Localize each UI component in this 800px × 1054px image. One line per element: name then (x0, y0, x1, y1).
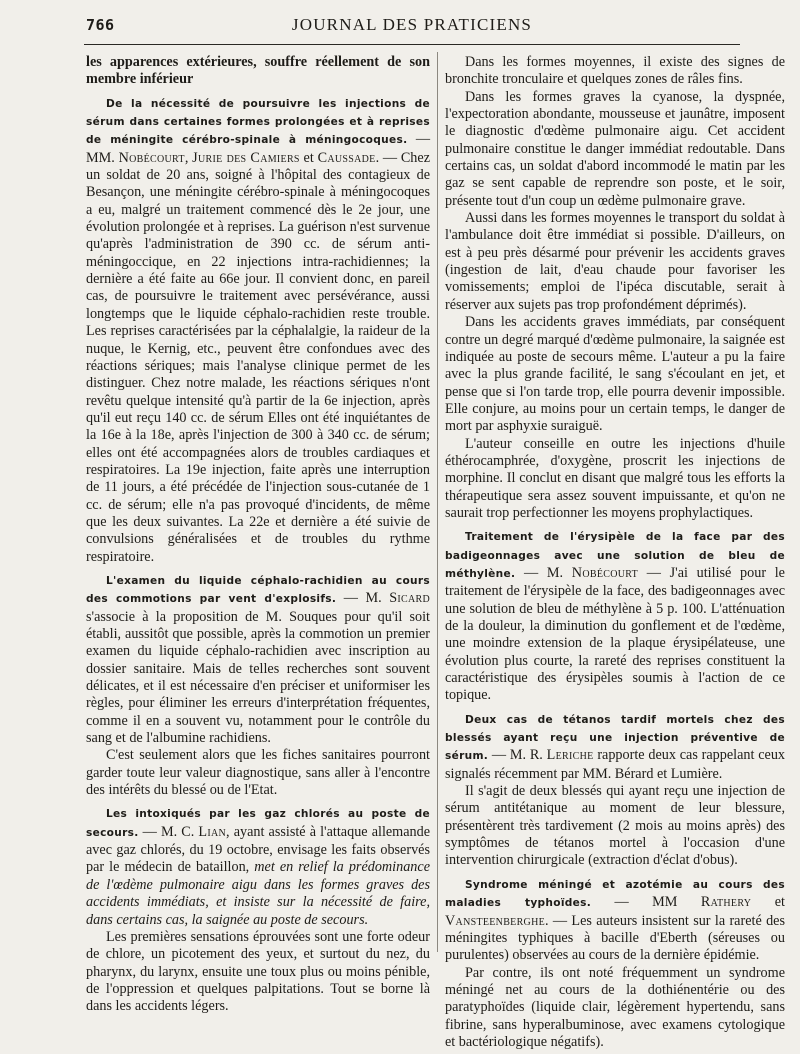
column-divider (437, 52, 438, 952)
author-name: Caussade (317, 149, 376, 166)
page-header (84, 10, 740, 45)
article-meningite: De la nécessité de poursuivre les injections de sérum dans certaines formes prolongées et à reprises de méningite cérébro-spinale à méningocoques. — MM. Nobécourt, Jurie des Camiers et Caussade. — Chez un soldat de 20 ans, soigné à l'hôpital des contagieux de Besançon, une méningite cérébro-spinale à méningocoques a eu, malgré un traitement commencé dès le 2e jour, une évolution prolongée et à reprises. La guérison n'est survenue qu'après l'administration de 390 cc. de sérum anti-méningoccique, en 22 injections intra-rachidiennes; la dernière a été faite au 66e jour. Il convient donc, en pareil cas, de poursuivre le traitement avec persévérance, aussi longtemps que le liquide céphalo-rachidien reste trouble. Les reprises caractérisées par la céphalalgie, la raideur de la nuque, le Kernig, etc., peuvent être confondues avec des réactions sériques; mais l'analyse clinique permet de les distinguer. Chez notre malade, les réactions sériques n'ont revêtu quelque intensité qu'à partir de la 6e injection, après qu'il eut reçu 140 cc. de sérum Elles ont été inquiétantes de la 16e à la 18e, après l'injection de 300 à 340 cc. de sérum; elles ont été accompagnées alors de troubles cardiaques et respiratoires. La 19e injection, faite après une interruption de 11 jours, a été précédée de l'injection sous-cutanée de 1 cc. de sérum; elle n'a pas provoqué d'incidents, de même que les deux suivantes. La 22e et dernière a été suivie de convulsions généralisées et de troubles du rythme respiratoire. (86, 97, 431, 565)
paragraph: Dans les formes graves la cyanose, la dyspnée, l'expectoration abondante, mousseuse et jaunâtre, imposent le diagnostic d'œdème pulmonaire aigu. Cet accident pulmonaire constitue le danger immédiat redoutable. Dans certains cas, un soldat d'abord incommodé le matin par les gaz se sent capable de reprendre son poste, et le soir, présente tout d'un coup un œdème pulmonaire grave. (445, 88, 785, 209)
paragraph: Dans les accidents graves immédiats, par conséquent contre un degré marqué d'œdème pulmonaire, la saignée est indiquée au poste de secours même. L'auteur a pu la faire avec la plus grande facilité, le sang s'écoulant en jet, et pense que si l'on tarde trop, elle pourra devenir impossible. Elle conjure, au moins pour un certain temps, le danger de mort par asphyxie suraiguë. (445, 314, 785, 435)
journal-title: JOURNAL DES PRATICIENS (291, 15, 533, 34)
paragraph: Il s'agit de deux blessés qui ayant reçu une injection de sérum antitétanique au moment de leur blessure, présentèrent très tardivement (2 mois au moins après) des symptômes de tétanos mortel à l'occasion d'une intervention chirurgicale (extraction d'éclat d'obus). (445, 783, 785, 869)
article-body: . — Les auteurs insistent sur la rareté des méningites typhiques à bacille d'Eberth (séreuses ou purulentes) observées au cours de la dernière épidémie. (445, 912, 785, 964)
author-name: Leriche (546, 747, 594, 764)
article-heading: L'examen du liquide céphalo-rachidien au cours des commotions par vent d'explosifs. (86, 574, 430, 606)
paragraph: Aussi dans les formes moyennes le transport du soldat à l'ambulance doit être immédiat si possible. D'ailleurs, on est à peu près désarmé pour prévenir les accidents graves (ingestion de lait, d'eau chaude pour favoriser les vomissements; emploi de l'ipéca discutable, serait à réserver aux sujets pas trop profondément déprimés). (445, 210, 785, 313)
paragraph: L'auteur conseille en outre les injections d'huile éthérocamphrée, d'oxygène, proscrit les injections de morphine. Il conclut en disant que malgré tous les efforts la thérapeutique sera assez souvent impuissante, et qu'on ne saurait trop perfectionner les moyens prophylactiques. (445, 435, 785, 521)
author-name: Rathery (700, 894, 752, 911)
article-liquide-cephalo: L'examen du liquide céphalo-rachidien au cours des commotions par vent d'explosifs. — M. Sicard s'associe à la proposition de M. Souques pour qu'il soit établi, aussitôt que possible, après la commotion un premier examen du liquide céphalo-rachidien avec inscription au dossier sanitaire. Mais de telles recherches sont souvent délicates, et il est nécessaire d'en préciser et uniformiser les règles, pour éliminer les erreurs d'interprétation fréquentes, comme il en a souvent vu, notamment pour le contrôle du sang et de l'albumine rachidiens. (86, 574, 430, 747)
author-name: Nobécourt (118, 149, 185, 166)
article-heading: Deux cas de tétanos tardif mortels chez des blessés ayant reçu une injection préventive de sérum. (445, 713, 785, 763)
article-heading: Syndrome méningé et azotémie au cours des maladies typhoïdes. (445, 878, 785, 910)
continued-intro: les apparences extérieures, souffre réellement de son membre inférieur (86, 54, 430, 88)
article-body: s'associe à la proposition de M. Souques pour qu'il soit établi, aussitôt que possible, après la commotion un premier examen du liquide céphalo-rachidien avec inscription au dossier sanitaire. Mais de telles recherches sont souvent délicates, et il est nécessaire d'en préciser et uniformiser les règles, pour éliminer les erreurs d'interprétation fréquentes, comme il en a souvent vu, notamment pour le contrôle du sang et de l'albumine rachidiens. (86, 608, 430, 747)
article-body: rapporte deux cas rappelant ceux signalés récemment par MM. Bérard et Lumière. (445, 747, 786, 782)
author-name: Vansteenberghe (445, 912, 545, 929)
author-name: Jurie des Camiers (192, 149, 300, 166)
page-number: 766 (86, 16, 115, 34)
italic-summary: met en relief la prédominance de l'œdème pulmonaire aigu dans les formes graves des accidents immédiats, et insiste sur la nécessité de faire, dans certains cas, la saignée au poste de secours. (86, 859, 430, 928)
article-erysipele: Traitement de l'érysipèle de la face par des badigeonnages avec une solution de bleu de méthylène. — M. Nobécourt — J'ai utilisé pour le traitement de l'érysipèle de la face, des badigeonnages avec une solution de bleu de méthylène à 5 p. 100. L'atténuation de la douleur, la diminution du gonflement et de l'œdème, une moindre extension de la plaque érysipélateuse, une évolution plus courte, la rareté des reprises constituent la caractéristique des érysipèles soumis à l'action de ce topique. (445, 531, 785, 704)
author-name: Lian (198, 823, 227, 840)
right-column (445, 54, 785, 1051)
paragraph: Par contre, ils ont noté fréquemment un syndrome méningé net au cours de la dothiénentérie ou des paratyphoïdes (liquide clair, légèrement hypertendu, sans fibrine, sans hyperalbuminose, avec examens cytologique et bactériologique négatifs). (445, 964, 785, 1050)
article-gaz-chlores: Les intoxiqués par les gaz chlorés au poste de secours. — M. C. Lian, ayant assisté à l'attaque allemande avec gaz chlorés, du 19 octobre, envisage les faits observés par le médecin de bataillon, met en relief la prédominance de l'œdème pulmonaire aigu dans les formes graves des accidents immédiats, et insiste sur la nécessité de faire, dans certains cas, la saignée au poste de secours. (86, 808, 430, 928)
article-syndrome-meninge: Syndrome méningé et azotémie au cours des maladies typhoïdes. — MM Rathery et Vansteenberghe. — Les auteurs insistent sur la rareté des méningites typhiques à bacille d'Eberth (séreuses ou purulentes) observées au cours de la dernière épidémie. (445, 878, 785, 964)
article-heading: Les intoxiqués par les gaz chlorés au poste de secours. (86, 808, 430, 839)
article-heading: Traitement de l'érysipèle de la face par des badigeonnages avec une solution de bleu de méthylène. (445, 531, 785, 580)
article-body: , ayant assisté à l'attaque allemande avec gaz chlorés, du 19 octobre, envisage les faits observés par le médecin de bataillon, (86, 823, 430, 876)
left-column (86, 54, 430, 1016)
author-name: Nobécourt (571, 564, 639, 581)
article-body: . — Chez un soldat de 20 ans, soigné à l'hôpital des contagieux de Besançon, une méningite cérébro-spinale à méningocoques a eu, malgré un traitement commencé dès le 2e jour, une évolution prolongée et à reprises. La guérison n'est survenue qu'après l'administration de 390 cc. de sérum anti-méningoccique, en 22 injections intra-rachidiennes; la dernière a été faite au 66e jour. Il convient donc, en pareil cas, de poursuivre le traitement avec persévérance, aussi longtemps que le liquide céphalo-rachidien reste trouble. Les reprises caractérisées par la céphalalgie, la raideur de la nuque, le Kernig, etc., peuvent être confondues avec des réactions sériques; mais l'analyse clinique permet de les distinguer. Chez notre malade, les réactions sériques n'ont revêtu quelque intensité qu'à partir de la 6e injection, après qu'il eut reçu 140 cc. de sérum Elles ont été inquiétantes de la 16e à la 18e, après l'injection de 300 à 340 cc. de sérum; elles ont été accompagnées alors de troubles cardiaques et respiratoires. La 19e injection, faite après une interruption de 11 jours, a été précédée de l'injection sous-cutanée de 1 cc. de sérum; elle n'a pas provoqué d'incidents, de même que les deux suivantes. La 22e et dernière a été suivie de convulsions généralisées et de troubles du rythme respiratoire. (86, 149, 430, 565)
article-body: — J'ai utilisé pour le traitement de l'érysipèle de la face, des badigeonnages avec une solution de bleu de méthylène à 5 p. 100. L'atténuation de la douleur, la diminution du gonflement et de l'œdème, une moindre extension de la plaque érysipélateuse, une évolution plus courte, la rareté des reprises constituent la caractéristique des érysipèles soumis à l'action de ce topique. (445, 564, 785, 704)
article-heading: De la nécessité de poursuivre les injections de sérum dans certaines formes prolongées et à reprises de méningite cérébro-spinale à méningocoques. (86, 97, 430, 147)
paragraph: Les premières sensations éprouvées sont une forte odeur de chlore, un picotement des yeux, et surtout du nez, du pharynx, du larynx, ensuite une toux plus ou moins pénible, de l'oppression et quelques palpitations. Tout se borne là dans les accidents légers. (86, 928, 430, 1015)
paragraph: Dans les formes moyennes, il existe des signes de bronchite tronculaire et quelques zones de râles fins. (445, 54, 785, 88)
paragraph: C'est seulement alors que les fiches sanitaires pourront garder toute leur valeur diagnostique, sans aller à l'encontre des intérêts du blessé ou de l'Etat. (86, 747, 430, 799)
article-tetanos: Deux cas de tétanos tardif mortels chez des blessés ayant reçu une injection préventive de sérum. — M. R. Leriche rapporte deux cas rappelant ceux signalés récemment par MM. Bérard et Lumière. (445, 713, 786, 782)
author-name: Sicard (389, 590, 430, 607)
